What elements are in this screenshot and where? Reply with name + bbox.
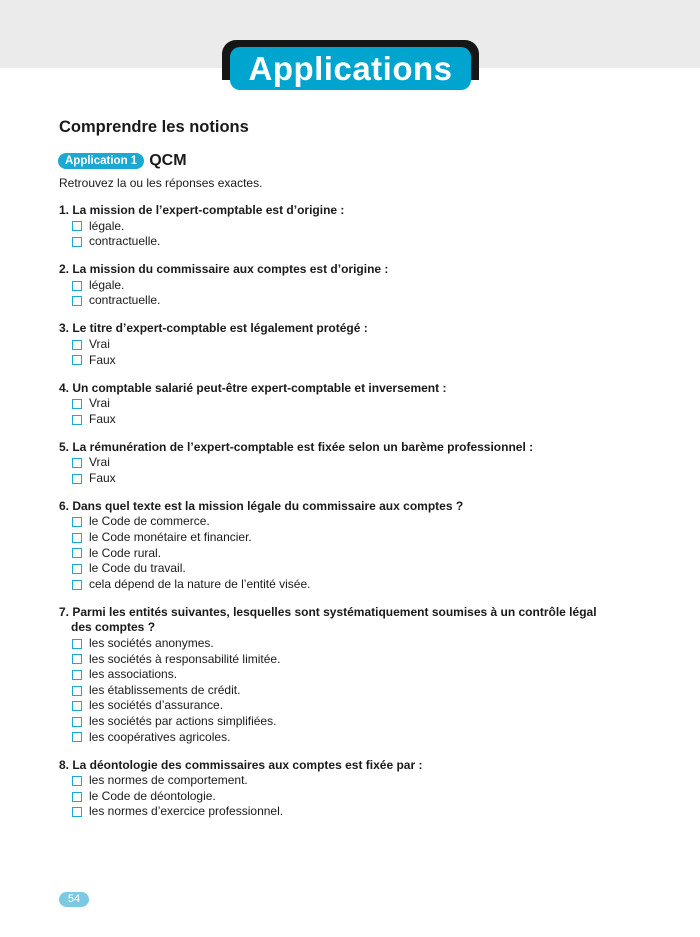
answer-option[interactable] — [59, 234, 619, 250]
option-label: les sociétés anonymes. — [89, 636, 214, 650]
question — [59, 381, 619, 428]
answer-option[interactable] — [59, 353, 619, 369]
checkbox-icon[interactable] — [72, 564, 82, 574]
answer-option[interactable] — [59, 667, 619, 683]
answer-option[interactable] — [59, 789, 619, 805]
application-title: QCM — [149, 152, 187, 169]
checkbox-icon[interactable] — [72, 670, 82, 680]
option-label: les associations. — [89, 667, 178, 682]
answer-option[interactable] — [59, 546, 619, 562]
checkbox-icon[interactable] — [72, 296, 82, 306]
option-label: Vrai — [89, 455, 110, 470]
option-label: les sociétés à responsabilité limitée. — [89, 651, 281, 666]
option-label: le Code du travail. — [89, 561, 186, 576]
checkbox-icon[interactable] — [72, 792, 82, 802]
checkbox-icon[interactable] — [72, 732, 82, 742]
option-label: cela dépend de la nature de l’entité visée. — [89, 576, 311, 591]
answer-option[interactable] — [59, 471, 619, 487]
checkbox-icon[interactable] — [72, 355, 82, 365]
option-label: Faux — [89, 352, 116, 367]
checkbox-icon[interactable] — [72, 533, 82, 543]
checkbox-icon[interactable] — [72, 281, 82, 291]
option-label: Faux — [89, 411, 116, 426]
question-text: 4. Un comptable salarié peut-être expert-comptable et inversement : — [59, 380, 447, 395]
answer-option[interactable] — [59, 636, 619, 652]
question — [59, 605, 619, 745]
checkbox-icon[interactable] — [72, 548, 82, 558]
answer-option[interactable] — [59, 561, 619, 577]
option-label: légale. — [89, 277, 125, 292]
answer-option[interactable] — [59, 412, 619, 428]
answer-option[interactable] — [59, 293, 619, 309]
section-title: Comprendre les notions — [59, 118, 249, 136]
checkbox-icon[interactable] — [72, 807, 82, 817]
answer-option[interactable] — [59, 683, 619, 699]
option-label: contractuelle. — [89, 234, 161, 249]
answer-option[interactable] — [59, 219, 619, 235]
checkbox-icon[interactable] — [72, 340, 82, 350]
option-label: le Code de déontologie. — [89, 788, 216, 803]
question — [59, 499, 619, 593]
option-label: le Code monétaire et financier. — [89, 530, 252, 545]
option-label: les sociétés d’assurance. — [89, 698, 224, 713]
answer-option[interactable] — [59, 396, 619, 412]
question — [59, 321, 619, 368]
option-label: les normes de comportement. — [89, 773, 248, 788]
answer-option[interactable] — [59, 773, 619, 789]
option-label: les établissements de crédit. — [89, 682, 241, 697]
option-label: légale. — [89, 218, 125, 233]
checkbox-icon[interactable] — [72, 474, 82, 484]
option-label: les normes d’exercice professionnel. — [89, 804, 284, 819]
option-label: les coopératives agricoles. — [89, 729, 231, 744]
question-text: 5. La rémunération de l’expert-comptable est fixée selon un barème professionnel : — [59, 439, 534, 454]
answer-option[interactable] — [59, 730, 619, 746]
checkbox-icon[interactable] — [72, 517, 82, 527]
answer-option[interactable] — [59, 514, 619, 530]
question-text: 2. La mission du commissaire aux comptes est d’origine : — [59, 262, 389, 277]
checkbox-icon[interactable] — [72, 580, 82, 590]
checkbox-icon[interactable] — [72, 415, 82, 425]
question-text: 8. La déontologie des commissaires aux comptes est fixée par : — [59, 757, 423, 772]
question-list — [59, 203, 619, 832]
answer-option[interactable] — [59, 698, 619, 714]
answer-option[interactable] — [59, 455, 619, 471]
answer-option[interactable] — [59, 337, 619, 353]
option-label: Faux — [89, 470, 116, 485]
checkbox-icon[interactable] — [72, 399, 82, 409]
checkbox-icon[interactable] — [72, 639, 82, 649]
application-heading — [58, 152, 187, 170]
checkbox-icon[interactable] — [72, 458, 82, 468]
question — [59, 262, 619, 309]
checkbox-icon[interactable] — [72, 686, 82, 696]
checkbox-icon[interactable] — [72, 221, 82, 231]
question-text: 3. Le titre d’expert-comptable est légalement protégé : — [59, 321, 368, 336]
instruction: Retrouvez la ou les réponses exactes. — [59, 176, 263, 190]
answer-option[interactable] — [59, 804, 619, 820]
answer-option[interactable] — [59, 714, 619, 730]
option-label: le Code rural. — [89, 545, 162, 560]
checkbox-icon[interactable] — [72, 701, 82, 711]
answer-option[interactable] — [59, 577, 619, 593]
question — [59, 440, 619, 487]
option-label: Vrai — [89, 396, 110, 411]
checkbox-icon[interactable] — [72, 776, 82, 786]
option-label: Vrai — [89, 336, 110, 351]
checkbox-icon[interactable] — [72, 237, 82, 247]
application-badge: Application 1 — [58, 153, 144, 169]
page-number: 54 — [59, 892, 89, 907]
option-label: les sociétés par actions simplifiées. — [89, 713, 277, 728]
option-label: contractuelle. — [89, 293, 161, 308]
answer-option[interactable] — [59, 278, 619, 294]
checkbox-icon[interactable] — [72, 717, 82, 727]
page-title: Applications — [230, 47, 471, 90]
question — [59, 203, 619, 250]
checkbox-icon[interactable] — [72, 654, 82, 664]
question-text: 7. Parmi les entités suivantes, lesquelles sont systématiquement soumises à un contrôle légal des comptes ? — [59, 604, 597, 635]
question-text: 1. La mission de l’expert-comptable est d’origine : — [59, 203, 345, 217]
question-text: 6. Dans quel texte est la mission légale du commissaire aux comptes ? — [59, 498, 464, 513]
question — [59, 758, 619, 820]
answer-option[interactable] — [59, 652, 619, 668]
answer-option[interactable] — [59, 530, 619, 546]
option-label: le Code de commerce. — [89, 514, 210, 529]
